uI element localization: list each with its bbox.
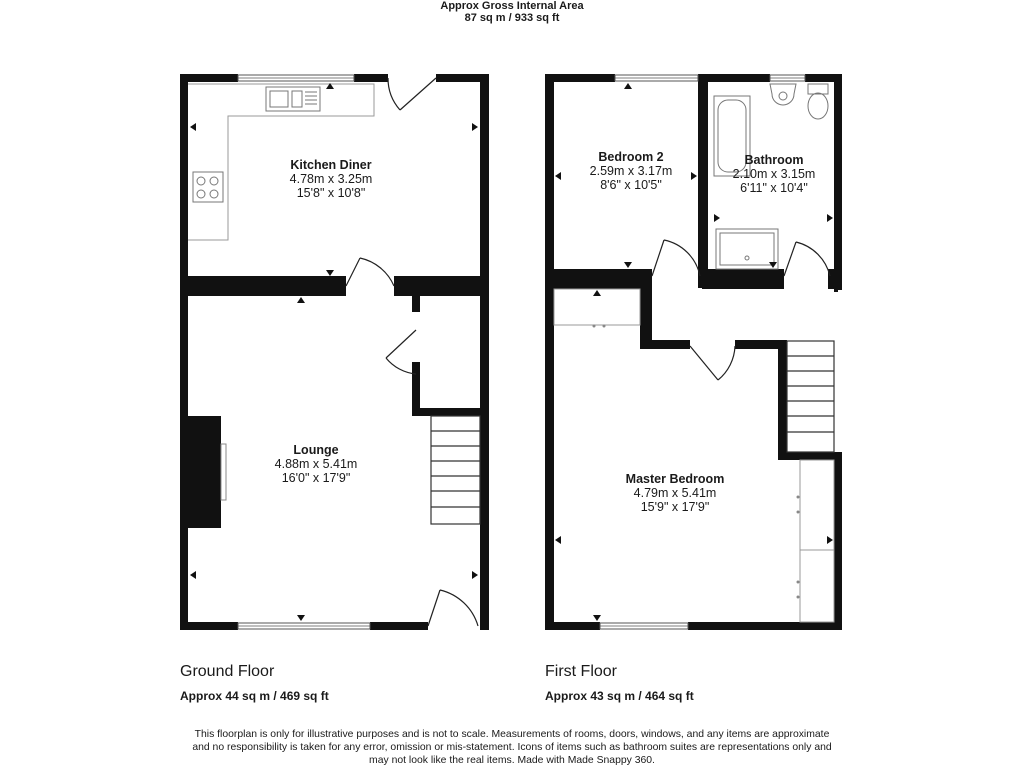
disclaimer-line-1: This floorplan is only for illustrative purposes and is not to scale. Measurements of rooms, doors, windows, and any items are approximate xyxy=(194,729,830,740)
first-floor-area: Approx 43 sq m / 464 sq ft xyxy=(545,689,694,703)
hob-icon xyxy=(193,172,223,202)
room-label-master-bedroom xyxy=(590,472,760,514)
ground-floor-area: Approx 44 sq m / 469 sq ft xyxy=(180,689,329,703)
toilet-icon xyxy=(808,84,828,119)
room-dimensions-metric: 4.78m x 3.25m xyxy=(289,172,373,186)
room-dimensions-metric: 4.88m x 5.41m xyxy=(274,457,358,471)
ground-floor-title: Ground Floor xyxy=(180,663,275,680)
room-name: Bathroom xyxy=(744,153,804,167)
shower-tray-icon xyxy=(716,229,778,269)
room-dimensions-imperial: 15'8" x 10'8" xyxy=(296,186,366,200)
disclaimer-line-2: and no responsibility is taken for any error, omission or mis-statement. Icons of items such as bathroom suites are representations only and xyxy=(192,742,832,753)
basin-icon xyxy=(770,84,796,105)
room-name: Kitchen Diner xyxy=(290,158,372,172)
ground-floor-stairs xyxy=(431,416,480,524)
sink-icon xyxy=(266,87,320,111)
room-label-kitchen xyxy=(246,158,416,200)
room-label-bathroom xyxy=(712,153,836,195)
room-name: Bedroom 2 xyxy=(598,150,664,164)
room-label-lounge xyxy=(231,443,401,485)
room-dimensions-imperial: 8'6" x 10'5" xyxy=(600,178,662,192)
room-dimensions-metric: 2.10m x 3.15m xyxy=(732,167,816,181)
gross-area-title: Approx Gross Internal Area xyxy=(440,0,584,12)
room-dimensions-imperial: 16'0" x 17'9" xyxy=(281,471,351,485)
disclaimer xyxy=(150,728,874,767)
disclaimer-line-3: may not look like the real items. Made with Made Snappy 360. xyxy=(369,755,655,766)
gross-area-value: 87 sq m / 933 sq ft xyxy=(464,12,560,24)
first-floor-title: First Floor xyxy=(545,663,617,680)
room-dimensions-imperial: 6'11" x 10'4" xyxy=(740,181,808,195)
room-label-bedroom-2 xyxy=(566,150,696,192)
first-floor-stairs xyxy=(787,341,834,452)
room-dimensions-imperial: 15'9" x 17'9" xyxy=(640,500,710,514)
room-name: Master Bedroom xyxy=(625,472,725,486)
room-name: Lounge xyxy=(293,443,339,457)
room-dimensions-metric: 4.79m x 5.41m xyxy=(633,486,717,500)
hearth-icon xyxy=(221,444,226,500)
room-dimensions-metric: 2.59m x 3.17m xyxy=(589,164,673,178)
first-floor-doors xyxy=(652,240,830,380)
